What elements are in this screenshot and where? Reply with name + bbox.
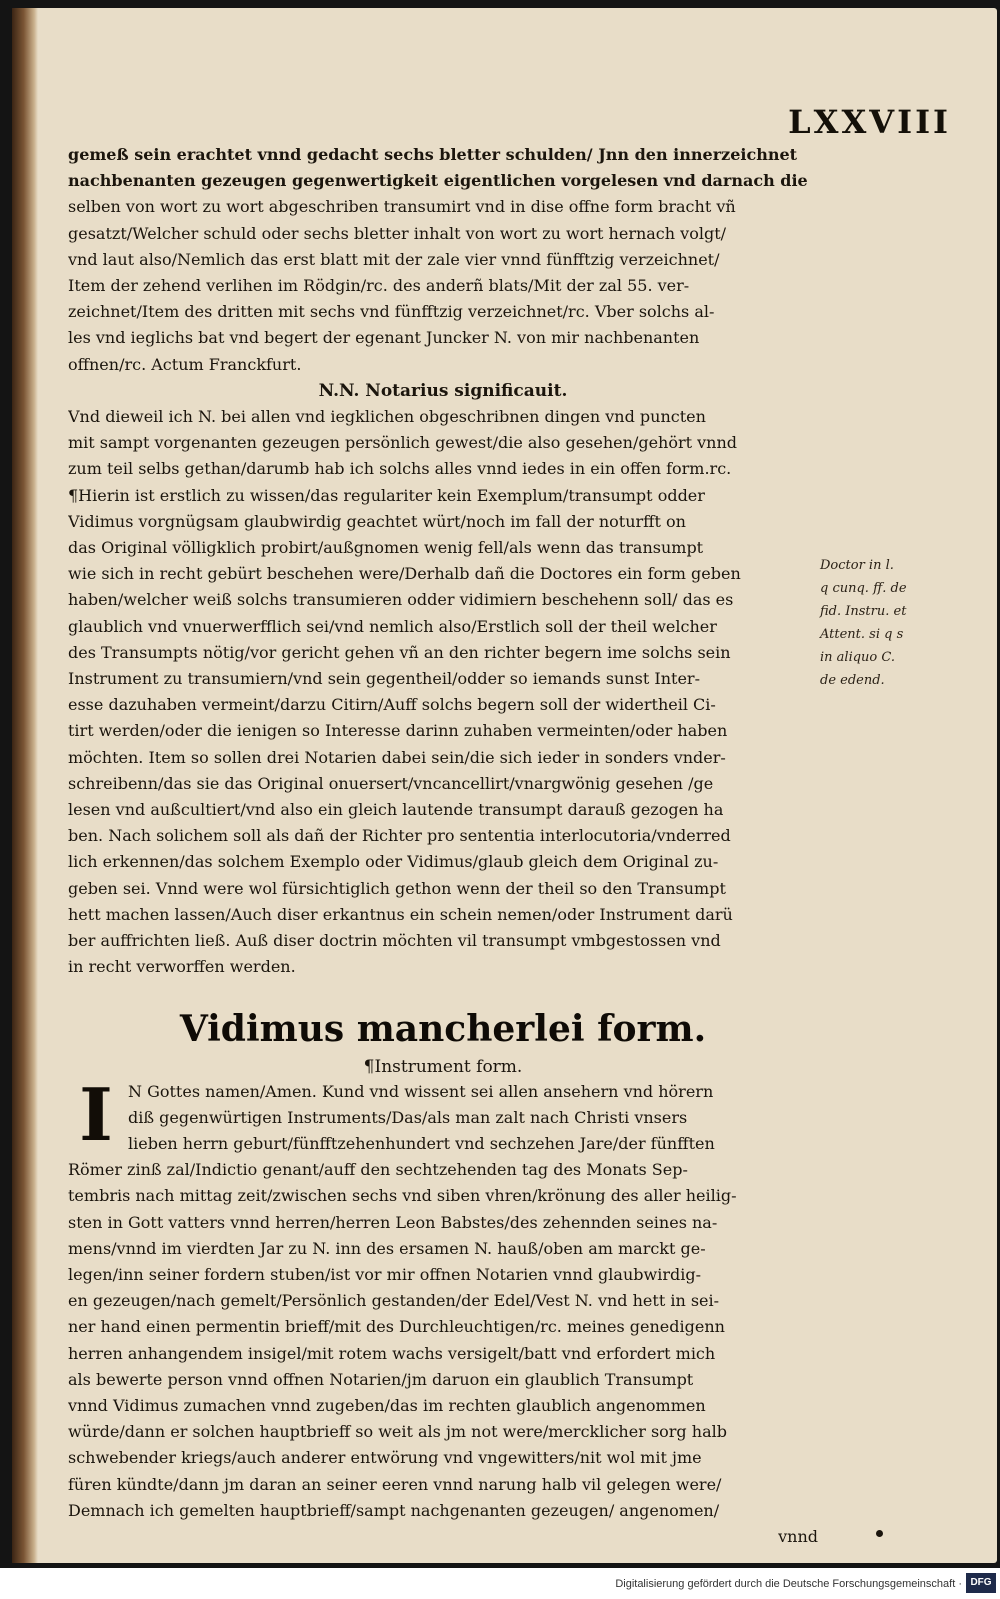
paragraph-1: [68, 142, 818, 378]
paragraph-3-line: hett machen lassen/Auch diser erkantnus ein schein nemen/oder Instrument darü: [68, 904, 733, 924]
paragraph-4-line: vnnd Vidimus zumachen vnnd zugeben/das im rechten glaublich angenommen: [68, 1395, 706, 1415]
paragraph-4: [68, 1071, 818, 1524]
paragraph-1-line: vnd laut also/Nemlich das erst blatt mit der zale vier vnnd fünfftzig verzeichnet/: [68, 249, 720, 269]
paragraph-4-line: mens/vnnd im vierdten Jar zu N. inn des ersamen N. hauß/oben am marckt ge-: [68, 1238, 706, 1258]
margin-note-line: in aliquo C.: [820, 650, 895, 665]
page-dot-mark: [876, 1530, 883, 1537]
paragraph-1-line: gesatzt/Welcher schuld oder sechs bletter inhalt von wort zu wort hernach volgt/: [68, 223, 727, 243]
paragraph-3-line: ¶Hierin ist erstlich zu wissen/das regulariter kein Exemplum/transumpt odder: [68, 485, 705, 505]
paragraph-4-line: ner hand einen permentin brieff/mit des Durchleuchtigen/rc. meines genedigenn: [68, 1317, 725, 1337]
book-page: [12, 8, 997, 1563]
dfg-logo: DFG: [966, 1573, 996, 1593]
page-binding-edge: [12, 8, 38, 1563]
paragraph-2-line: mit sampt vorgenanten gezeugen persönlich gewest/die also gesehen/gehört vnnd: [68, 433, 738, 453]
paragraph-3-line: geben sei. Vnnd were wol fürsichtiglich gethon wenn der theil so den Transumpt: [68, 878, 726, 898]
paragraph-3-line: ben. Nach solichem soll als dañ der Richter pro sententia interlocutoria/vnderred: [68, 826, 731, 846]
paragraph-1-line: gemeß sein erachtet vnnd gedacht sechs bletter schulden/ Jnn den innerzeichnet: [68, 145, 798, 164]
paragraph-4-line: füren kündte/dann jm daran an seiner eeren vnnd narung halb vil gelegen were/: [68, 1474, 722, 1494]
paragraph-3-line: das Original völligklich probirt/außgnomen wenig fell/als wenn das transumpt: [68, 538, 704, 558]
paragraph-3-line: haben/welcher weiß solchs transumieren odder vidimiern beschehenn soll/ das es: [68, 590, 734, 610]
paragraph-4-line: en gezeugen/nach gemelt/Persönlich gestanden/der Edel/Vest N. vnd hett in sei-: [68, 1291, 720, 1311]
decorated-initial: I: [79, 1071, 113, 1157]
paragraph-3-line: glaublich vnd vnuerwerfflich sei/vnd nemlich also/Erstlich soll der theil welcher: [68, 616, 717, 636]
paragraph-4-line: Demnach ich gemelten hauptbrieff/sampt nachgenanten gezeugen/ angenomen/: [68, 1500, 720, 1520]
paragraph-4-line: als bewerte person vnnd offnen Notarien/jm daruon ein glaublich Transumpt: [68, 1369, 694, 1389]
paragraph-3-line: lich erkennen/das solchem Exemplo oder Vidimus/glaub gleich dem Original zu-: [68, 852, 719, 872]
notarius-heading: N.N. Notarius significauit.: [318, 380, 568, 401]
margin-note-line: q cunq. ff. de: [820, 581, 907, 596]
section-title: Vidimus mancherlei form.: [179, 1007, 707, 1050]
catchword: vnnd: [778, 1526, 818, 1546]
paragraph-4-line: legen/inn seiner fordern stuben/ist vor mir offnen Notarien vnnd glaubwirdig-: [68, 1264, 701, 1284]
footer-bar: [0, 1568, 1000, 1599]
paragraph-4-line: N Gottes namen/Amen. Kund vnd wissent sei allen ansehern vnd hörern: [128, 1081, 714, 1101]
margin-note-line: fid. Instru. et: [820, 604, 907, 619]
paragraph-3-line: ber auffrichten ließ. Auß diser doctrin möchten vil transumpt vmbgestossen vnd: [68, 931, 721, 951]
folio-number: LXXVIII: [788, 103, 951, 141]
paragraph-4-line: herren anhangendem insigel/mit rotem wachs versigelt/batt vnd erfordert mich: [68, 1343, 716, 1363]
paragraph-1-line: Item der zehend verlihen im Rödgin/rc. des anderñ blats/Mit der zal 55. ver-: [68, 276, 690, 296]
paragraph-3-line: wie sich in recht gebürt beschehen were/Derhalb dañ die Doctores ein form geben: [68, 564, 741, 584]
paragraph-3-line: in recht verworffen werden.: [68, 957, 296, 977]
paragraph-2-line: Vnd dieweil ich N. bei allen vnd iegklichen obgeschribnen dingen vnd puncten: [68, 407, 706, 427]
paragraph-3-line: tirt werden/oder die ienigen so Interesse darinn zuhaben vermeinten/oder haben: [68, 721, 728, 741]
margin-note-line: Doctor in l.: [820, 558, 894, 573]
margin-note: [820, 554, 925, 692]
subsection-title: ¶Instrument form.: [363, 1056, 523, 1077]
margin-note-line: de edend.: [820, 673, 885, 688]
paragraph-3-line: möchten. Item so sollen drei Notarien dabei sein/die sich ieder in sonders vnder-: [68, 747, 726, 767]
paragraph-3: [68, 483, 818, 981]
paragraph-3-line: schreibenn/das sie das Original onuersert/vncancellirt/vnargwönig gesehen /ge: [68, 773, 714, 793]
paragraph-2-line: zum teil selbs gethan/darumb hab ich solchs alles vnnd iedes in ein offen form.rc.: [68, 459, 732, 479]
paragraph-1-line: les vnd ieglichs bat vnd begert der egenant Juncker N. von mir nachbenanten: [68, 328, 700, 348]
paragraph-2: [68, 404, 818, 483]
paragraph-3-line: lesen vnd außcultiert/vnd also ein gleich lautende transumpt darauß gezogen ha: [68, 800, 724, 820]
paragraph-1-line: selben von wort zu wort abgeschriben transumirt vnd in dise offne form bracht vñ: [68, 197, 736, 217]
paragraph-3-line: Vidimus vorgnügsam glaubwirdig geachtet würt/noch im fall der noturfft on: [68, 511, 686, 531]
margin-note-line: Attent. si q s: [820, 627, 904, 642]
paragraph-4-line: sten in Gott vatters vnnd herren/herren Leon Babstes/des zehennden seines na-: [68, 1212, 718, 1232]
paragraph-4-line: lieben herrn geburt/fünfftzehenhundert vnd sechzehen Jare/der fünfften: [128, 1133, 715, 1153]
paragraph-1-line: zeichnet/Item des dritten mit sechs vnd fünfftzig verzeichnet/rc. Vber solchs al-: [68, 302, 715, 322]
paragraph-3-line: Instrument zu transumiern/vnd sein gegentheil/odder so iemands sunst Inter-: [68, 669, 700, 689]
paragraph-4-wrapper: [68, 1071, 818, 1524]
paragraph-1-line: nachbenanten gezeugen gegenwertigkeit eigentlichen vorgelesen vnd darnach die: [68, 171, 808, 191]
paragraph-4-line: Römer zinß zal/Indictio genant/auff den sechtzehenden tag des Monats Sep-: [68, 1160, 688, 1180]
paragraph-4-line: diß gegenwürtigen Instruments/Das/als man zalt nach Christi vnsers: [128, 1107, 688, 1127]
paragraph-4-line: tembris nach mittag zeit/zwischen sechs vnd siben vhren/krönung des aller heilig-: [68, 1186, 737, 1206]
paragraph-4-line: schwebender kriegs/auch anderer entwörung vnd vngewitters/nit wol mit jme: [68, 1448, 702, 1468]
main-text-block: [68, 142, 818, 1550]
paragraph-3-line: des Transumpts nötig/vor gericht gehen vñ an den richter begern ime solchs sein: [68, 642, 731, 662]
footer-credit: Digitalisierung gefördert durch die Deutsche Forschungsgemeinschaft ·: [615, 1578, 962, 1590]
paragraph-4-line: würde/dann er solchen hauptbrieff so weit als jm not were/mercklicher sorg halb: [68, 1422, 727, 1442]
paragraph-3-line: esse dazuhaben vermeint/darzu Citirn/Auff solchs begern soll der widertheil Ci-: [68, 695, 716, 715]
paragraph-1-line: offnen/rc. Actum Franckfurt.: [68, 354, 302, 374]
